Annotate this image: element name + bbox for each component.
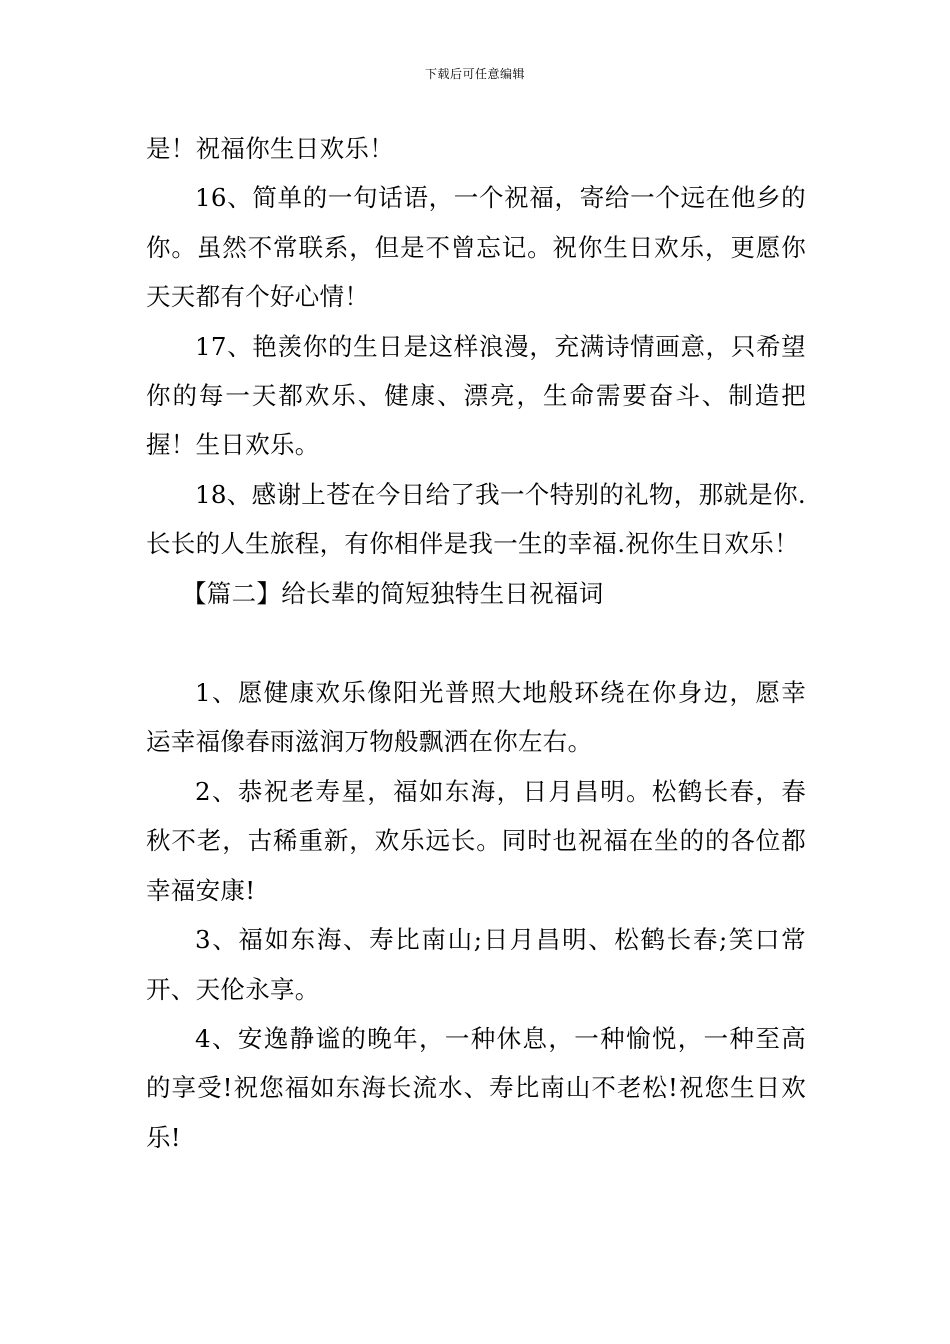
paragraph-2: 2、恭祝老寿星，福如东海，日月昌明。松鹤长春，春秋不老，古稀重新，欢乐远长。同时也祝福在坐的的各位都幸福安康! [146,776,806,905]
paragraph-continuation: 是！祝福你生日欢乐！ [146,134,394,163]
paragraph-3: 3、福如东海、寿比南山;日月昌明、松鹤长春;笑口常开、天伦永享。 [146,925,806,1004]
paragraph-4: 4、安逸静谧的晚年，一种休息，一种愉悦，一种至高的享受!祝您福如东海长流水、寿比南山不老松!祝您生日欢乐! [146,1023,806,1152]
section-title: 【篇二】给长辈的简短独特生日祝福词 [182,578,604,608]
document-body [146,124,806,1162]
paragraph-1: 1、愿健康欢乐像阳光普照大地般环绕在你身边，愿幸运幸福像春雨滋润万物般飘洒在你左右。 [146,678,806,757]
paragraph-18: 18、感谢上苍在今日给了我一个特别的礼物，那就是你.长长的人生旅程，有你相伴是我一生的幸福.祝你生日欢乐！ [146,479,806,559]
paragraph-17: 17、艳羡你的生日是这样浪漫，充满诗情画意，只希望你的每一天都欢乐、健康、漂亮，生命需要奋斗、制造把握！生日欢乐。 [146,331,806,460]
paragraph-16: 16、简单的一句话语，一个祝福，寄给一个远在他乡的你。虽然不常联系，但是不曾忘记。祝你生日欢乐，更愿你天天都有个好心情！ [146,183,806,312]
section-spacer [146,618,806,668]
page-header-note: 下载后可任意编辑 [424,67,525,81]
